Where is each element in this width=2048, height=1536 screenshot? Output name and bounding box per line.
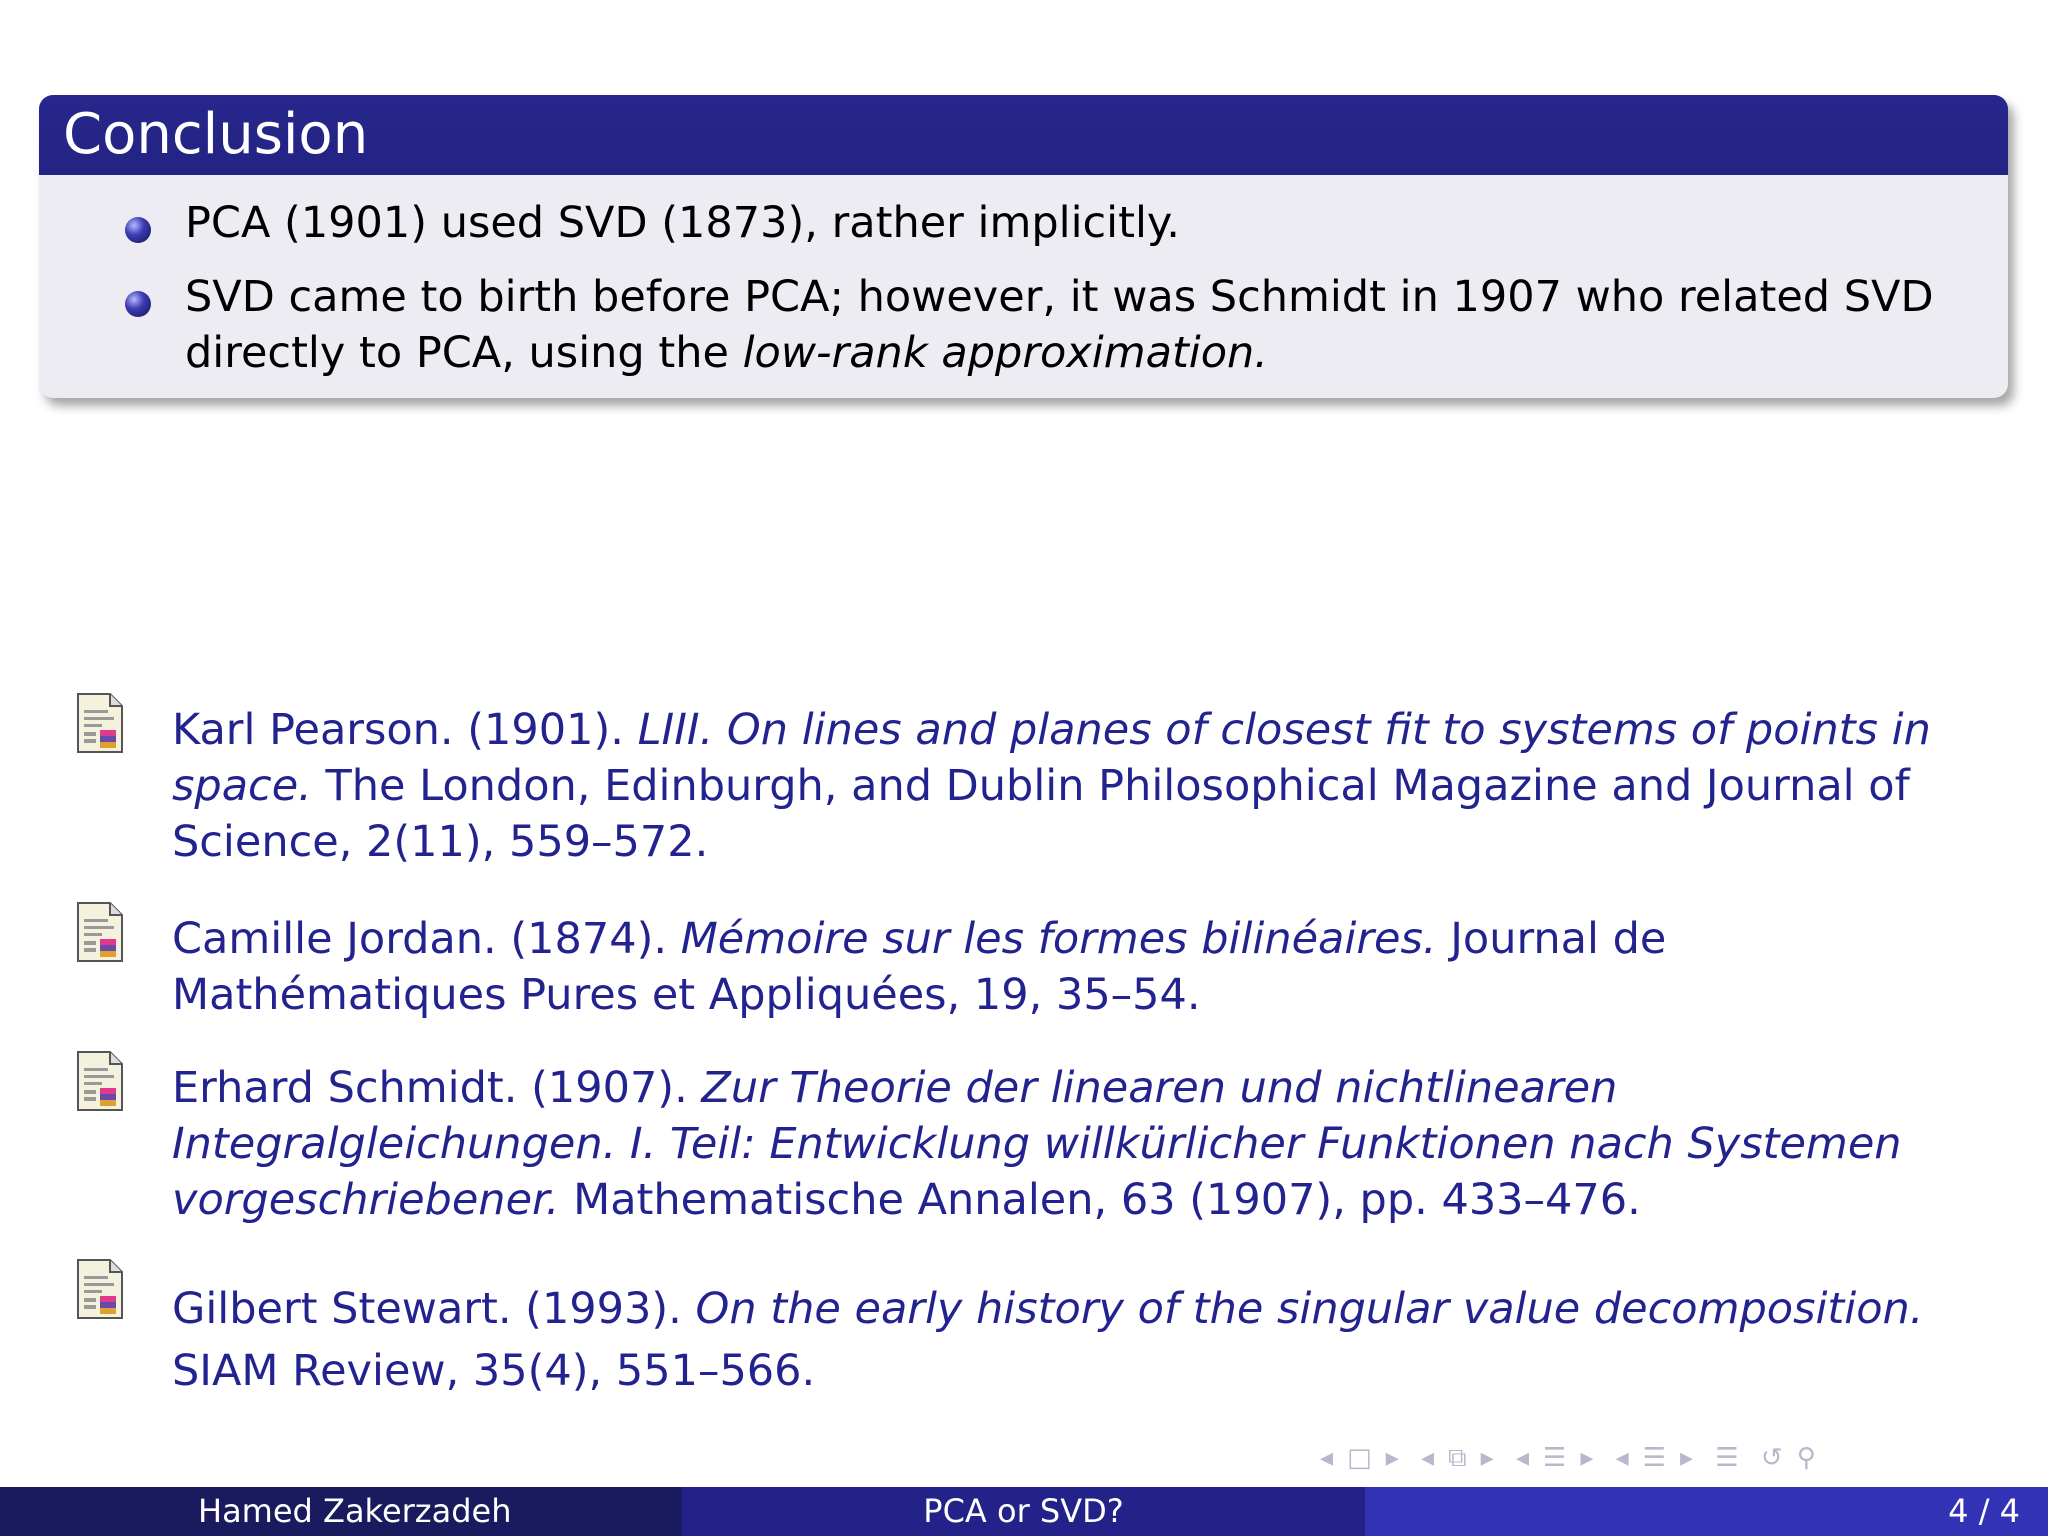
reference-title: Zur Theorie der linearen und nichtlinearen Integralgleichungen. I. Teil: Entwicklung willkürlicher Funktionen nach Systemen vorgeschriebener.	[172, 1063, 1902, 1225]
nav-frame-prev-icon[interactable]: ◂	[1320, 1443, 1334, 1473]
reference-text	[172, 702, 1992, 870]
nav-section-icon[interactable]: ☰	[1543, 1443, 1567, 1473]
nav-section-next-icon[interactable]: ▸	[1580, 1443, 1594, 1473]
article-icon	[76, 901, 124, 963]
reference-source: Journal de Mathématiques Pures et Appliquées, 19, 35–54.	[172, 914, 1667, 1020]
beamer-navigation	[1320, 1438, 2030, 1478]
reference-text	[172, 1278, 1992, 1402]
block-body	[39, 175, 2008, 398]
conclusion-block	[39, 95, 2008, 398]
bullet-text: PCA (1901) used SVD (1873), rather implicitly.	[185, 198, 1180, 248]
reference-text	[172, 911, 1992, 1023]
footer-page-cell	[1365, 1487, 2048, 1536]
reference-title: Mémoire sur les formes bilinéaires.	[680, 914, 1437, 964]
nav-back-icon[interactable]: ↺	[1760, 1443, 1783, 1473]
nav-frame-icon[interactable]: □	[1347, 1443, 1372, 1473]
bullet-text-italic: low-rank approximation.	[742, 328, 1268, 378]
article-icon	[76, 692, 124, 754]
nav-slide-icon[interactable]: ☰	[1642, 1443, 1667, 1473]
reference-author: Camille Jordan. (1874).	[172, 914, 681, 964]
reference-text	[172, 1060, 1992, 1228]
nav-search-icon[interactable]: ⚲	[1796, 1443, 1816, 1473]
footer-author-cell	[0, 1487, 682, 1536]
footer-author: Hamed Zakerzadeh	[198, 1492, 512, 1530]
reference-source: SIAM Review, 35(4), 551–566.	[172, 1346, 816, 1396]
reference-author: Gilbert Stewart. (1993).	[172, 1284, 696, 1334]
nav-frame-next-icon[interactable]: ▸	[1385, 1443, 1399, 1473]
bullet-text	[185, 269, 2008, 381]
reference-title: On the early history of the singular value decomposition.	[695, 1284, 1924, 1334]
footer-title: PCA or SVD?	[923, 1492, 1124, 1530]
bullet-text-plain: SVD came to birth before PCA; however, it was Schmidt in 1907 who related SVD directly to PCA, using the	[185, 272, 1934, 378]
bullet-icon	[125, 217, 151, 243]
reference-author: Karl Pearson. (1901).	[172, 705, 638, 755]
nav-align-icon[interactable]: ☰	[1715, 1443, 1739, 1473]
reference-title: LIII. On lines and planes of closest fit to systems of points in space.	[172, 705, 1931, 811]
reference-source: The London, Edinburgh, and Dublin Philosophical Magazine and Journal of Science, 2(11), 559–572.	[172, 761, 1910, 867]
reference-source: Mathematische Annalen, 63 (1907), pp. 433–476.	[559, 1175, 1641, 1225]
nav-slide-prev-icon[interactable]: ◂	[1615, 1443, 1629, 1473]
article-icon	[76, 1258, 124, 1320]
block-title: Conclusion	[39, 95, 2008, 175]
footer-page-number: 4 / 4	[1948, 1492, 2020, 1530]
reference-author: Erhard Schmidt. (1907).	[172, 1063, 702, 1113]
nav-slide-next-icon[interactable]: ▸	[1680, 1443, 1694, 1473]
article-icon	[76, 1050, 124, 1112]
nav-subsection-prev-icon[interactable]: ◂	[1420, 1443, 1435, 1473]
nav-section-prev-icon[interactable]: ◂	[1515, 1443, 1529, 1473]
bullet-icon	[125, 291, 151, 317]
nav-subsection-next-icon[interactable]: ▸	[1480, 1443, 1494, 1473]
footer-title-cell	[682, 1487, 1365, 1536]
nav-subsection-icon[interactable]: ⧉	[1448, 1443, 1467, 1473]
slide-footer	[0, 1487, 2048, 1536]
